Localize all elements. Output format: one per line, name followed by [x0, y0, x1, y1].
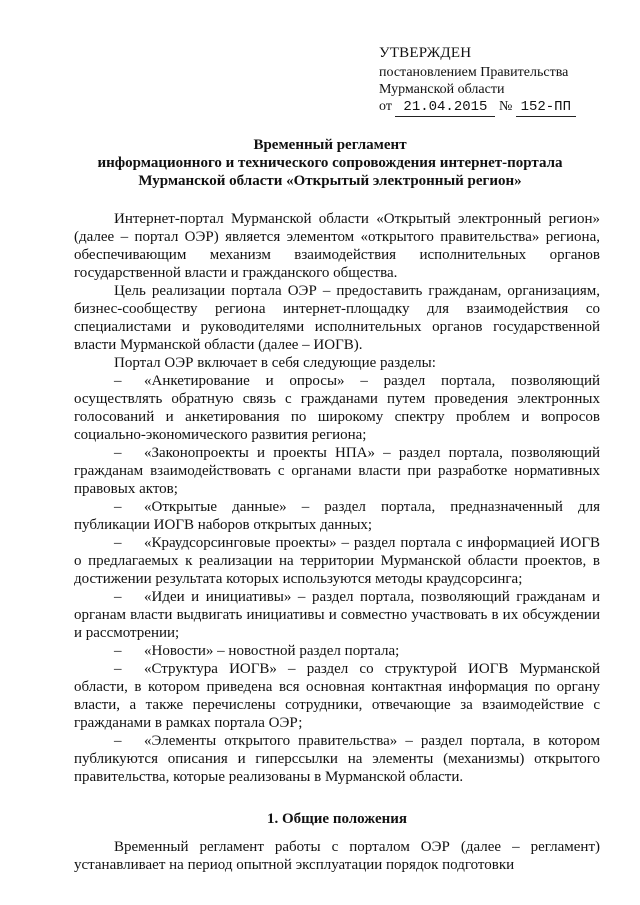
- list-item: [74, 372, 600, 444]
- document-title-line-2: информационного и технического сопровождения интернет-портала: [97, 155, 563, 171]
- dash-marker: –: [114, 499, 122, 515]
- section-heading: 1. Общие положения: [266, 811, 408, 827]
- list-item: [74, 660, 600, 732]
- section-body: [74, 838, 600, 874]
- dash-marker: –: [114, 643, 122, 659]
- list-item: [74, 588, 600, 642]
- intro-paragraph: Интернет-портал Мурманской области «Открытый электронный регион» (далее – портал ОЭР) является элементом «открытого правительства» региона, обеспечивающим механизм взаимодействия исполнительных органов государственной власти и гражданского общества.: [74, 211, 600, 281]
- approval-number: 152-ПП: [516, 99, 576, 117]
- list-item-text: «Краудсорсинговые проекты» – раздел портала с информацией ИОГВ о предлагаемых к реализации на территории Мурманской области проектов, в достижении результата которых используются методы краудсорсинга;: [74, 535, 600, 587]
- approval-from-label: от: [379, 99, 392, 114]
- approval-title: УТВЕРЖДЕН: [379, 45, 472, 61]
- list-item-text: «Структура ИОГВ» – раздел со структурой ИОГВ Мурманской области, в котором приведена вся основная контактная информация по органу власти, а также перечислены сотрудники, отвечающие за взаимодействие с гражданами в рамках портала ОЭР;: [74, 661, 600, 731]
- goal-paragraph: Цель реализации портала ОЭР – предоставить гражданам, организациям, бизнес-сообществу региона интернет-площадку для взаимодействия со специалистами и руководителями исполнительных органов государственной власти Мурманской области (далее – ИОГВ).: [74, 283, 600, 353]
- list-item: [74, 642, 600, 660]
- dash-marker: –: [114, 373, 122, 389]
- document-title: [60, 136, 600, 190]
- approval-line-2: Мурманской области: [379, 82, 505, 97]
- section-paragraph: Временный регламент работы с порталом ОЭР (далее – регламент) устанавливает на период опытной эксплуатации порядок подготовки: [74, 839, 600, 873]
- dash-marker: –: [114, 661, 122, 677]
- document-title-line-1: Временный регламент: [253, 137, 407, 153]
- sections-intro-paragraph: Портал ОЭР включает в себя следующие разделы:: [114, 355, 436, 371]
- document-body: [74, 210, 600, 786]
- approval-date-line: [379, 98, 619, 117]
- list-item-text: «Анкетирование и опросы» – раздел портала, позволяющий осуществлять обратную связь с гражданами путем проведения электронных голосований и анкетирования по широкому спектру проблем и вопросов социально-экономического развития региона;: [74, 373, 600, 443]
- list-item-text: «Идеи и инициативы» – раздел портала, позволяющий гражданам и органам власти выдвигать инициативы и совместно участвовать в их обсуждении и рассмотрении;: [74, 589, 600, 641]
- list-item: [74, 732, 600, 786]
- dash-marker: –: [114, 445, 122, 461]
- list-item-text: «Элементы открытого правительства» – раздел портала, в котором публикуются описания и гиперссылки на элементы (механизмы) открытого правительства, которые реализованы в Мурманской области.: [74, 733, 600, 785]
- approval-number-label: №: [498, 99, 513, 114]
- dash-marker: –: [114, 589, 122, 605]
- dash-marker: –: [114, 535, 122, 551]
- list-item: [74, 498, 600, 534]
- list-item: [74, 534, 600, 588]
- approval-stamp: [379, 44, 619, 117]
- approval-date: 21.04.2015: [395, 99, 495, 117]
- list-item: [74, 444, 600, 498]
- list-item-text: «Законопроекты и проекты НПА» – раздел портала, позволяющий гражданам взаимодействовать с органами власти при разработке нормативных правовых актов;: [74, 445, 600, 497]
- list-item-text: «Новости» – новостной раздел портала;: [144, 643, 400, 659]
- list-item-text: «Открытые данные» – раздел портала, предназначенный для публикации ИОГВ наборов открытых данных;: [74, 499, 600, 533]
- dash-marker: –: [114, 733, 122, 749]
- document-title-line-3: Мурманской области «Открытый электронный регион»: [138, 173, 522, 189]
- approval-line-1: постановлением Правительства: [379, 65, 569, 80]
